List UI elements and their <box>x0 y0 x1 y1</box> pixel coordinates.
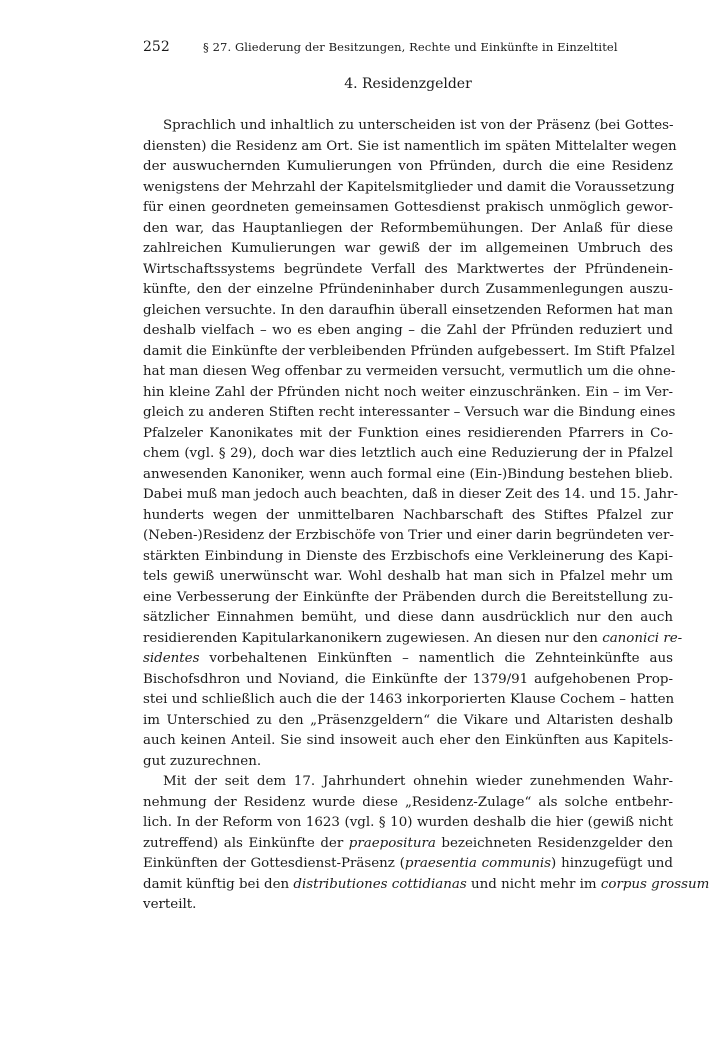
italic-term: praepositura <box>348 835 436 851</box>
text-line: verteilt. <box>143 897 197 912</box>
text-line: Mit der seit dem 17. Jahrhundert ohnehin wieder zunehmenden Wahr- <box>163 774 673 789</box>
italic-term: sidentes <box>143 651 200 666</box>
text-line: damit die Einkünfte der verbleibenden Pfründen aufgebessert. Im Stift Pfalzel <box>143 343 676 359</box>
text-fragment: vorbehaltenen Einkünften – namentlich die Zehnteinkünfte aus <box>199 651 673 666</box>
text-line: eine Verbesserung der Einkünfte der Präbenden durch die Bereitstellung zu- <box>143 589 673 605</box>
text-line: Bischofsdhron und Noviand, die Einkünfte der 1379/91 aufgehobenen Prop- <box>143 671 673 687</box>
text-line: chem (vgl. § 29), doch war dies letztlich auch eine Reduzierung der in Pfalzel <box>143 446 673 461</box>
text-line: der auswuchernden Kumulierungen von Pfründen, durch die eine Residenz <box>143 159 673 174</box>
running-title: § 27. Gliederung der Besitzungen, Rechte und Einkünfte in Einzeltitel <box>203 40 618 54</box>
text-line: hat man diesen Weg offenbar zu vermeiden versucht, vermutlich um die ohne- <box>143 364 676 379</box>
text-line: Sprachlich und inhaltlich zu unterscheiden ist von der Präsenz (bei Gottes- <box>163 118 674 133</box>
text-line: gut zuzurechnen. <box>143 753 262 769</box>
text-fragment: Einkünften der Gottesdienst-Präsenz ( <box>143 856 405 871</box>
text-line: gleichen versuchte. In den daraufhin überall einsetzenden Reformen hat man <box>143 302 673 318</box>
text-line: anwesenden Kanoniker, wenn auch formal eine (Ein-)Bindung bestehen blieb. <box>143 466 673 482</box>
text-line: hin kleine Zahl der Pfründen nicht noch weiter einzuschränken. Ein – im Ver- <box>143 384 673 400</box>
text-fragment: damit künftig bei den <box>143 876 294 892</box>
text-line: Dabei muß man jedoch auch beachten, daß in dieser Zeit des 14. und 15. Jahr- <box>143 487 678 502</box>
text-line: den war, das Hauptanliegen der Reformbemühungen. Der Anlaß für diese <box>143 220 673 236</box>
text-line: wenigstens der Mehrzahl der Kapitelsmitglieder und damit die Voraussetzung <box>143 179 675 195</box>
text-fragment: und nicht mehr im <box>466 876 601 892</box>
text-line: auch keinen Anteil. Sie sind insoweit auch eher den Einkünften aus Kapitels- <box>143 733 673 748</box>
text-line: (Neben-)Residenz der Erzbischöfe von Trier und einer darin begründeten ver- <box>143 528 674 543</box>
italic-term: canonici re- <box>602 630 683 646</box>
text-line: diensten) die Residenz am Ort. Sie ist namentlich im späten Mittelalter wegen <box>143 138 677 154</box>
text-line <box>143 834 673 855</box>
text-line: deshalb vielfach – wo es eben anging – die Zahl der Pfründen reduziert und <box>143 323 673 338</box>
text-line: stärkten Einbindung in Dienste des Erzbischofs eine Verkleinerung des Kapi- <box>143 548 673 564</box>
body-text <box>143 116 709 916</box>
text-line: für einen geordneten gemeinsamen Gottesdienst prakisch unmöglich gewor- <box>143 200 673 215</box>
text-line: zahlreichen Kumulierungen war gewiß der im allgemeinen Umbruch des <box>143 241 673 256</box>
text-fragment: bezeichneten Residenzgelder den <box>435 835 674 851</box>
text-line: gleich zu anderen Stiften recht interessanter – Versuch war die Bindung eines <box>143 405 676 420</box>
italic-term: distributiones cottidianas <box>293 876 467 892</box>
running-head <box>143 36 618 58</box>
page-number: 252 <box>143 39 170 55</box>
text-line <box>143 875 709 896</box>
text-line: hunderts wegen der unmittelbaren Nachbarschaft des Stiftes Pfalzel zur <box>143 507 673 523</box>
text-fragment: ) hinzugefügt und <box>551 856 673 871</box>
text-line: sätzlicher Einnahmen bemüht, und diese dann ausdrücklich nur den auch <box>143 610 673 625</box>
italic-term: praesentia communis <box>404 856 552 871</box>
text-line: stei und schließlich auch die der 1463 inkorporierten Klause Cochem – hatten <box>143 692 675 707</box>
section-heading: 4. Residenzgelder <box>344 76 472 92</box>
text-line <box>143 649 673 670</box>
text-line: nehmung der Residenz wurde diese „Residenz-Zulage“ als solche entbehr- <box>143 794 673 810</box>
text-line: Pfalzeler Kanonikates mit der Funktion eines residierenden Pfarrers in Co- <box>143 425 673 441</box>
text-line: lich. In der Reform von 1623 (vgl. § 10) wurden deshalb die hier (gewiß nicht <box>143 815 673 830</box>
text-line: künfte, den der einzelne Pfründeninhaber durch Zusammenlegungen auszu- <box>143 282 673 297</box>
text-line: im Unterschied zu den „Präsenzgeldern“ die Vikare und Altaristen deshalb <box>143 712 673 728</box>
text-line <box>143 854 673 875</box>
text-fragment: residierenden Kapitularkanonikern zugewiesen. An diesen nur den <box>143 630 598 646</box>
text-line: tels gewiß unerwünscht war. Wohl deshalb hat man sich in Pfalzel mehr um <box>143 569 673 584</box>
text-line: Wirtschaftssystems begründete Verfall des Marktwertes der Pfründenein- <box>143 261 673 277</box>
text-fragment: zutreffend) als Einkünfte der <box>143 835 344 851</box>
text-line <box>143 629 683 650</box>
italic-term: corpus grossum <box>600 876 709 892</box>
